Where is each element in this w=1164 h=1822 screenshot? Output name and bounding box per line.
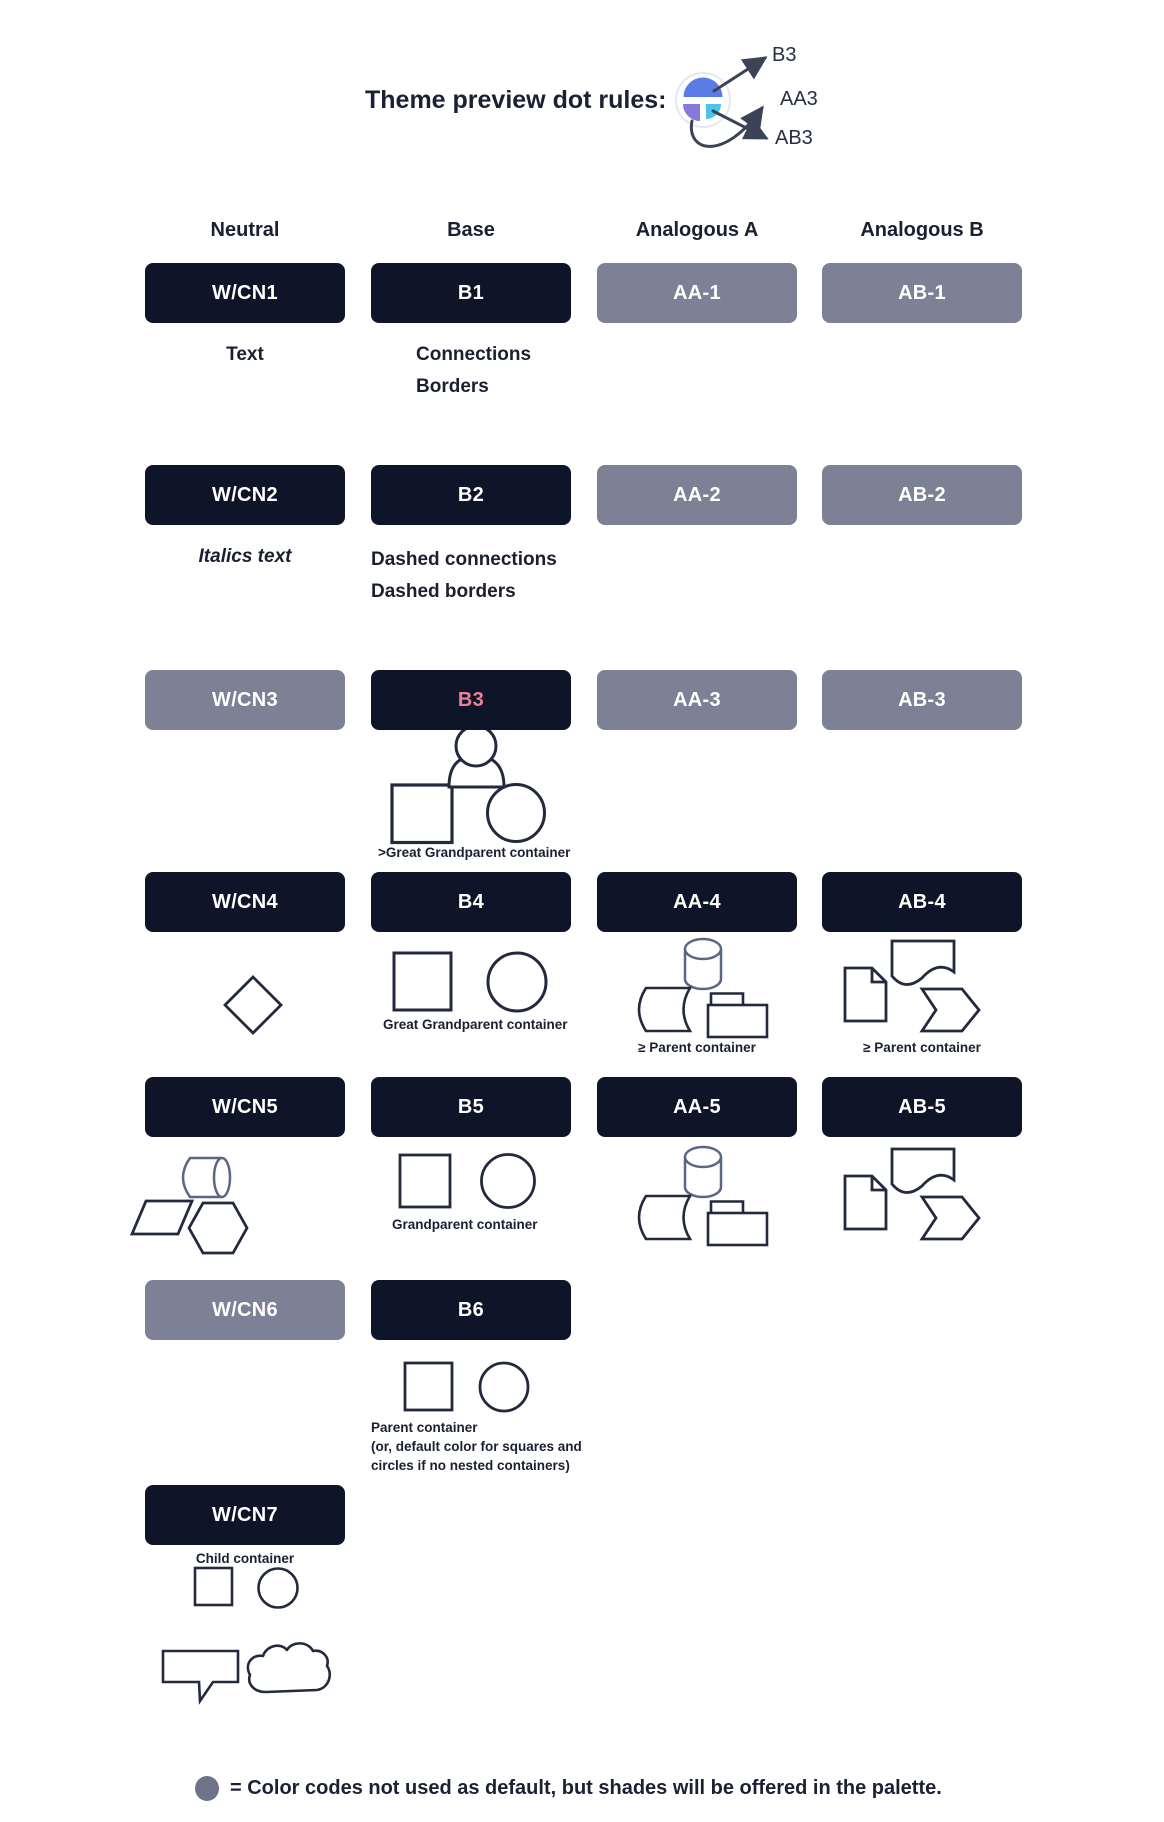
hexagon-shape bbox=[189, 1203, 247, 1253]
note-parent-sub2: circles if no nested containers) bbox=[371, 1458, 570, 1473]
swatch-b5: B5 bbox=[371, 1077, 571, 1137]
page-shape bbox=[845, 968, 886, 1021]
swatch-aa3: AA-3 bbox=[597, 670, 797, 730]
swatch-b1: B1 bbox=[371, 263, 571, 323]
swatch-b4: B4 bbox=[371, 872, 571, 932]
ab4-shapes bbox=[845, 941, 979, 1031]
swatch-ab5: AB-5 bbox=[822, 1077, 1022, 1137]
swatch-ab2: AB-2 bbox=[822, 465, 1022, 525]
dot-target-analogous-a: AA3 bbox=[780, 88, 818, 110]
note-dashed-connections: Dashed connections bbox=[371, 549, 557, 570]
note-great-grandparent-gt: >Great Grandparent container bbox=[378, 845, 571, 860]
note-ab-parent: ≥ Parent container bbox=[863, 1040, 981, 1055]
theme-dot-icon bbox=[676, 73, 730, 127]
b3-shapes bbox=[392, 726, 545, 843]
swatch-b6: B6 bbox=[371, 1280, 571, 1340]
diamond-shape bbox=[225, 977, 281, 1033]
note-text: Text bbox=[226, 344, 264, 365]
column-header-base: Base bbox=[447, 219, 495, 241]
column-header-neutral: Neutral bbox=[210, 219, 280, 241]
swatch-wcn6: W/CN6 bbox=[145, 1280, 345, 1340]
cloud-shape bbox=[248, 1643, 330, 1692]
swatch-ab4: AB-4 bbox=[822, 872, 1022, 932]
legend-dot-icon bbox=[195, 1776, 219, 1801]
aa5-shapes bbox=[639, 1147, 767, 1245]
folder-shape bbox=[708, 1005, 767, 1037]
note-grandparent: Grandparent container bbox=[392, 1217, 538, 1232]
swatch-aa5: AA-5 bbox=[597, 1077, 797, 1137]
parallelogram-shape bbox=[132, 1201, 192, 1234]
ab5-shapes bbox=[845, 1149, 979, 1239]
speech-bubble-shape bbox=[163, 1651, 238, 1701]
swatch-aa2: AA-2 bbox=[597, 465, 797, 525]
note-borders: Borders bbox=[416, 376, 489, 397]
dot-target-base: B3 bbox=[772, 44, 797, 66]
swatch-wcn5: W/CN5 bbox=[145, 1077, 345, 1137]
arrow-to-ab3 bbox=[713, 111, 766, 138]
wave-document-shape bbox=[892, 941, 954, 985]
swatch-wcn7: W/CN7 bbox=[145, 1485, 345, 1545]
note-great-grandparent: Great Grandparent container bbox=[383, 1017, 568, 1032]
footer-legend: = Color codes not used as default, but shades will be offered in the palette. bbox=[230, 1777, 942, 1799]
horizontal-cylinder-shape bbox=[183, 1158, 222, 1197]
chevron-shape bbox=[922, 989, 979, 1031]
aa4-shapes bbox=[639, 939, 767, 1037]
column-header-analogous-b: Analogous B bbox=[860, 219, 984, 241]
swatch-wcn2: W/CN2 bbox=[145, 465, 345, 525]
swatch-b3: B3 bbox=[371, 670, 571, 730]
swatch-wcn1: W/CN1 bbox=[145, 263, 345, 323]
wcn5-shapes bbox=[132, 1158, 247, 1253]
note-dashed-borders: Dashed borders bbox=[371, 581, 516, 602]
arrow-to-b3 bbox=[714, 58, 765, 91]
b4-shapes bbox=[394, 953, 546, 1011]
b6-shapes bbox=[405, 1363, 528, 1411]
folder-tab bbox=[711, 994, 743, 1006]
swatch-wcn4: W/CN4 bbox=[145, 872, 345, 932]
note-parent-sub1: (or, default color for squares and bbox=[371, 1439, 582, 1454]
arrow-to-aa3 bbox=[691, 108, 762, 146]
swatch-wcn3: W/CN3 bbox=[145, 670, 345, 730]
swatch-ab1: AB-1 bbox=[822, 263, 1022, 323]
swatch-ab3: AB-3 bbox=[822, 670, 1022, 730]
swatch-b2: B2 bbox=[371, 465, 571, 525]
note-connections: Connections bbox=[416, 344, 532, 365]
note-parent: Parent container bbox=[371, 1420, 478, 1435]
person-icon bbox=[449, 756, 504, 787]
b5-shapes bbox=[400, 1155, 535, 1208]
dot-target-analogous-b: AB3 bbox=[775, 127, 813, 149]
note-italics-text: Italics text bbox=[198, 546, 292, 567]
note-child-container: Child container bbox=[195, 1551, 295, 1566]
column-header-analogous-a: Analogous A bbox=[635, 219, 759, 241]
wcn7-shapes bbox=[163, 1568, 330, 1701]
swatch-aa1: AA-1 bbox=[597, 263, 797, 323]
cylinder-shape bbox=[685, 949, 721, 989]
swatch-aa4: AA-4 bbox=[597, 872, 797, 932]
page-title: Theme preview dot rules: bbox=[365, 86, 667, 114]
note-aa-parent: ≥ Parent container bbox=[638, 1040, 756, 1055]
dot-rule-arrows bbox=[691, 58, 766, 146]
stored-data-shape bbox=[639, 988, 690, 1031]
